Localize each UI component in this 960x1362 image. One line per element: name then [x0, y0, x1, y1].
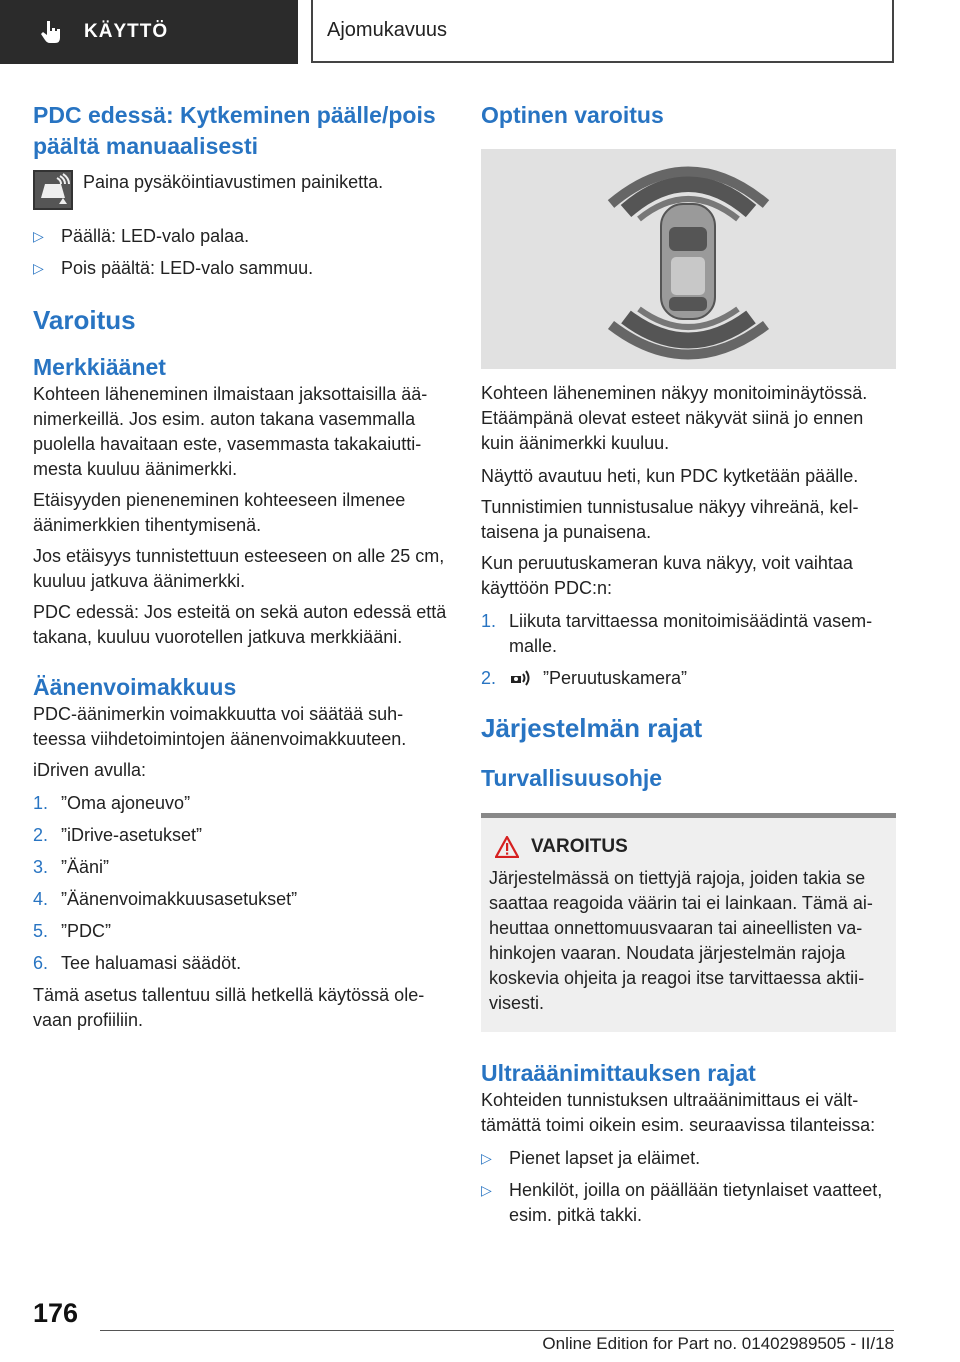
- list-item: ▷ Päällä: LED-valo palaa.: [33, 224, 448, 249]
- paragraph: Jos etäisyys tunnistettuun esteeseen on alle 25 cm, kuuluu jatkuva äänimerkki.: [33, 546, 445, 591]
- triangle-bullet-icon: ▷: [481, 1150, 492, 1166]
- heading-varoitus: Varoitus: [33, 305, 136, 335]
- list-item: ▷ Pienet lapset ja eläimet.: [481, 1146, 896, 1171]
- list-item: ▷ Henkilöt, joilla on päällään tietynlaiset vaatteet, esim. pitkä takki.: [481, 1180, 883, 1225]
- parking-assist-button-icon: [33, 170, 73, 210]
- triangle-bullet-icon: ▷: [33, 260, 44, 276]
- warning-title: VAROITUS: [531, 836, 628, 857]
- right-column: [481, 100, 896, 1228]
- section-label: Ajomukavuus: [327, 19, 448, 41]
- paragraph: PDC-äänimerkin voimakkuutta voi säätää suhteessa viihdetoimintojen äänenvoimakkuuteen.: [33, 704, 407, 749]
- triangle-bullet-icon: ▷: [481, 1182, 492, 1198]
- heading-turvallisuusohje: Turvallisuusohje: [481, 765, 663, 791]
- paragraph: Kohteiden tunnistuksen ultraäänimittaus ei välttämättä toimi oikein esim. seuraavissa tilanteissa:: [481, 1090, 876, 1135]
- section-tab: [311, 0, 894, 63]
- warning-triangle-icon: [495, 836, 519, 858]
- paragraph: PDC edessä: Jos esteitä on sekä auton edessä että takana, kuuluu vuorotellen jatkuva merkkiääni.: [33, 602, 447, 647]
- paragraph: Tämä asetus tallentuu sillä hetkellä käytössä olevaan profiiliin.: [33, 985, 425, 1030]
- rear-camera-icon: [509, 668, 533, 688]
- paragraph: Näyttö avautuu heti, kun PDC kytketään päälle.: [481, 466, 859, 486]
- edition-text: Online Edition for Part no. 01402989505 - II/18: [542, 1334, 894, 1353]
- heading-merkkiaanet: Merkkiäänet: [33, 354, 166, 380]
- heading-ultraaanimittauksen-rajat: Ultraäänimittauksen rajat: [481, 1060, 756, 1086]
- list-item: 6. Tee haluamasi säädöt.: [33, 953, 242, 973]
- paragraph: Tunnistimien tunnistusalue näkyy vihreänä, keltaisena ja punaisena.: [481, 497, 859, 542]
- heading-jarjestelman-rajat: Järjestelmän rajat: [481, 713, 703, 743]
- list-item: 4. ”Äänenvoimakkuusasetukset”: [33, 889, 298, 909]
- paragraph: Kun peruutuskameran kuva näkyy, voit vaihtaa käyttöön PDC:n:: [481, 553, 853, 598]
- heading-aanenvoimakkuus: Äänenvoimakkuus: [33, 674, 237, 700]
- car-sensor-illustration: [481, 149, 896, 369]
- pdc-front-title: PDC edessä: Kytkeminen päälle/pois päältä manuaalisesti: [33, 102, 436, 159]
- list-item: 1. Liikuta tarvittaessa monitoimisäädintä vasemmalle.: [481, 611, 873, 656]
- footer-divider: [100, 1330, 894, 1331]
- paragraph: iDriven avulla:: [33, 760, 147, 780]
- triangle-bullet-icon: ▷: [33, 228, 44, 244]
- warning-box: [481, 813, 896, 1032]
- list-item: 5. ”PDC”: [33, 921, 111, 941]
- paragraph: Etäisyyden pieneneminen kohteeseen ilmenee äänimerkkien tihentymisenä.: [33, 490, 406, 535]
- pdc-display-figure: [481, 149, 896, 369]
- list-item: ▷ Pois päältä: LED-valo sammuu.: [33, 256, 448, 281]
- page-number: 176: [33, 1298, 79, 1328]
- list-item: 2. ”Peruutuskamera”: [481, 668, 688, 688]
- left-column: [33, 100, 448, 1033]
- list-item: 1. ”Oma ajoneuvo”: [33, 793, 191, 813]
- chapter-tab: [0, 0, 298, 64]
- chapter-label: KÄYTTÖ: [84, 21, 169, 42]
- list-item: 3. ”Ääni”: [33, 857, 110, 877]
- button-text: Paina pysäköintiavustimen painiketta.: [83, 172, 384, 192]
- warning-text: Järjestelmässä on tiettyjä rajoja, joiden takia se saattaa reagoida väärin tai ei lainkaan. Tämä aiheuttaa onnettomuusvaaran tai aineellisten vahinkojen vaaran. Noudata järjestelmän rajoja koskevia ohjeita ja reagoi itse tarvittaessa aktiivisesti.: [489, 868, 873, 1013]
- button-instruction: [33, 170, 448, 210]
- hand-pointer-icon: [38, 19, 64, 45]
- paragraph: Kohteen läheneminen näkyy monitoiminäytössä. Etäämpänä olevat esteet näkyvät siinä jo ennen kuin äänimerkki kuuluu.: [481, 383, 868, 453]
- paragraph: Kohteen läheneminen ilmaistaan jaksottaisilla äänimerkeillä. Jos esim. auton takana vasemmalla puolella havaitaan este, vasemmasta takakaiuttimesta kuuluu äänimerkki.: [33, 384, 428, 479]
- heading-optinen-varoitus: Optinen varoitus: [481, 102, 664, 128]
- list-item: 2. ”iDrive-asetukset”: [33, 825, 203, 845]
